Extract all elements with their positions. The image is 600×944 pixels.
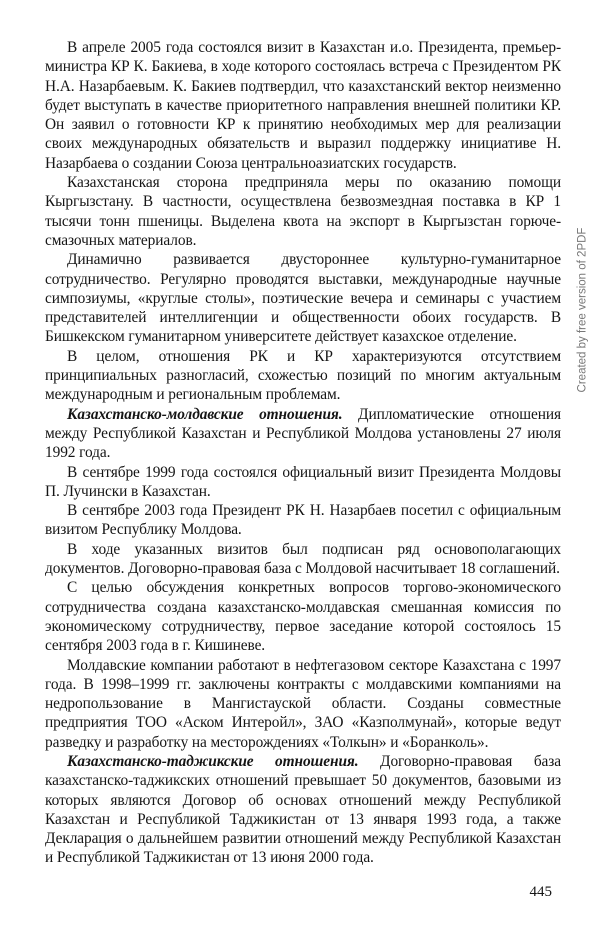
paragraph-text: Молдавские компании работают в нефтегазовом секторе Казахстана с 1997 года. В 1998–1999 гг. заключены контракты с молдавскими компаниями на недропользование в Мангистауской области. Созданы совместные предприятия ТОО «Аском Интеройл», ЗАО «Казполмунай», которые ведут разведку и разработку на месторождениях «Толкын» и «Боранколь». bbox=[45, 656, 561, 751]
paragraph-bakiev-visit bbox=[45, 38, 561, 173]
paragraph-moldova-documents bbox=[45, 540, 561, 579]
paragraph-text: Казахстанская сторона предприняла меры по оказанию помощи Кыргызстану. В частности, осуществлена безвозмездная поставка в КР 1 тысячи тонн пшеницы. Выделена квота на экспорт в Кыргызстан горюче-смазочных материалов. bbox=[45, 174, 561, 249]
paragraph-moldova-commission bbox=[45, 578, 561, 655]
paragraph-text: В сентябре 2003 года Президент РК Н. Назарбаев посетил с официальным визитом Республику Молдова. bbox=[45, 502, 561, 539]
watermark-text: Created by free version of 2PDF bbox=[576, 227, 589, 393]
paragraph-text: Договорно-правовая база казахстанско-таджикских отношений превышает 50 документов, базовыми из которых являются Договор об основах отношений между Республикой Казахстан и Республикой Таджикистан от 13 января 1993 года, а также Декларация о дальнейшем развитии отношений между Республикой Казахстан и Республикой Таджикистан от 13 июня 2000 года. bbox=[45, 752, 561, 867]
paragraph-moldova-2003 bbox=[45, 501, 561, 540]
watermark bbox=[574, 160, 590, 460]
paragraph-text: В сентябре 1999 года состоялся официальный визит Президента Молдовы П. Лучински в Казахстан. bbox=[45, 463, 561, 500]
paragraph-text: Динамично развивается двустороннее культурно-гуманитарное сотрудничество. Регулярно проводятся выставки, международные научные симпозиумы, «круглые столы», поэтические вечера и семинары с участием представителей интеллигенции и общественности обоих государств. В Бишкекском гуманитарном университете действует казахское отделение. bbox=[45, 251, 561, 346]
paragraph-text: В апреле 2005 года состоялся визит в Казахстан и.о. Президента, премьер-министра КР К. Бакиева, в ходе которого состоялась встреча с Президентом РК Н.А. Назарбаевым. К. Бакиев подтвердил, что казахстанский вектор неизменно будет выступать в качестве приоритетного направления внешней политики КР. Он заявил о готовности КР к принятию необходимых мер для реализации своих международных обязательств и выразил поддержку инициативе Н. Назарбаева о создании Союза центральноазиатских государств. bbox=[45, 39, 561, 172]
paragraph-summary bbox=[45, 347, 561, 405]
paragraph-text: В целом, отношения РК и КР характеризуются отсутствием принципиальных разногласий, схожестью позиций по многим актуальным международным и региональным проблемам. bbox=[45, 347, 561, 404]
section-heading-tajikistan: Казахстанско-таджикские отношения. bbox=[67, 752, 359, 770]
paragraph-text: В ходе указанных визитов был подписан ряд основополагающих документов. Договорно-правовая база с Молдовой насчитывает 18 соглашений. bbox=[45, 540, 561, 578]
paragraph-aid bbox=[45, 173, 561, 250]
text-column bbox=[45, 38, 561, 868]
paragraph-tajikistan-intro bbox=[45, 752, 561, 868]
paragraph-moldova-1999 bbox=[45, 463, 561, 502]
paragraph-cultural bbox=[45, 250, 561, 346]
paragraph-moldova-intro bbox=[45, 405, 561, 463]
page-number: 445 bbox=[529, 884, 552, 900]
paragraph-text: С целью обсуждения конкретных вопросов торгово-экономического сотрудничества создана казахстанско-молдавская смешанная комиссия по экономическому сотрудничеству, первое заседание которой состоялось 15 сентября 2003 года в г. Кишиневе. bbox=[45, 579, 561, 655]
paragraph-moldova-oil bbox=[45, 656, 561, 752]
section-heading-moldova: Казахстанско-молдавские отношения. bbox=[67, 405, 343, 423]
paragraph-text: Дипломатические отношения между Республикой Казахстан и Республикой Молдова установлены 27 июля 1992 года. bbox=[45, 405, 561, 462]
